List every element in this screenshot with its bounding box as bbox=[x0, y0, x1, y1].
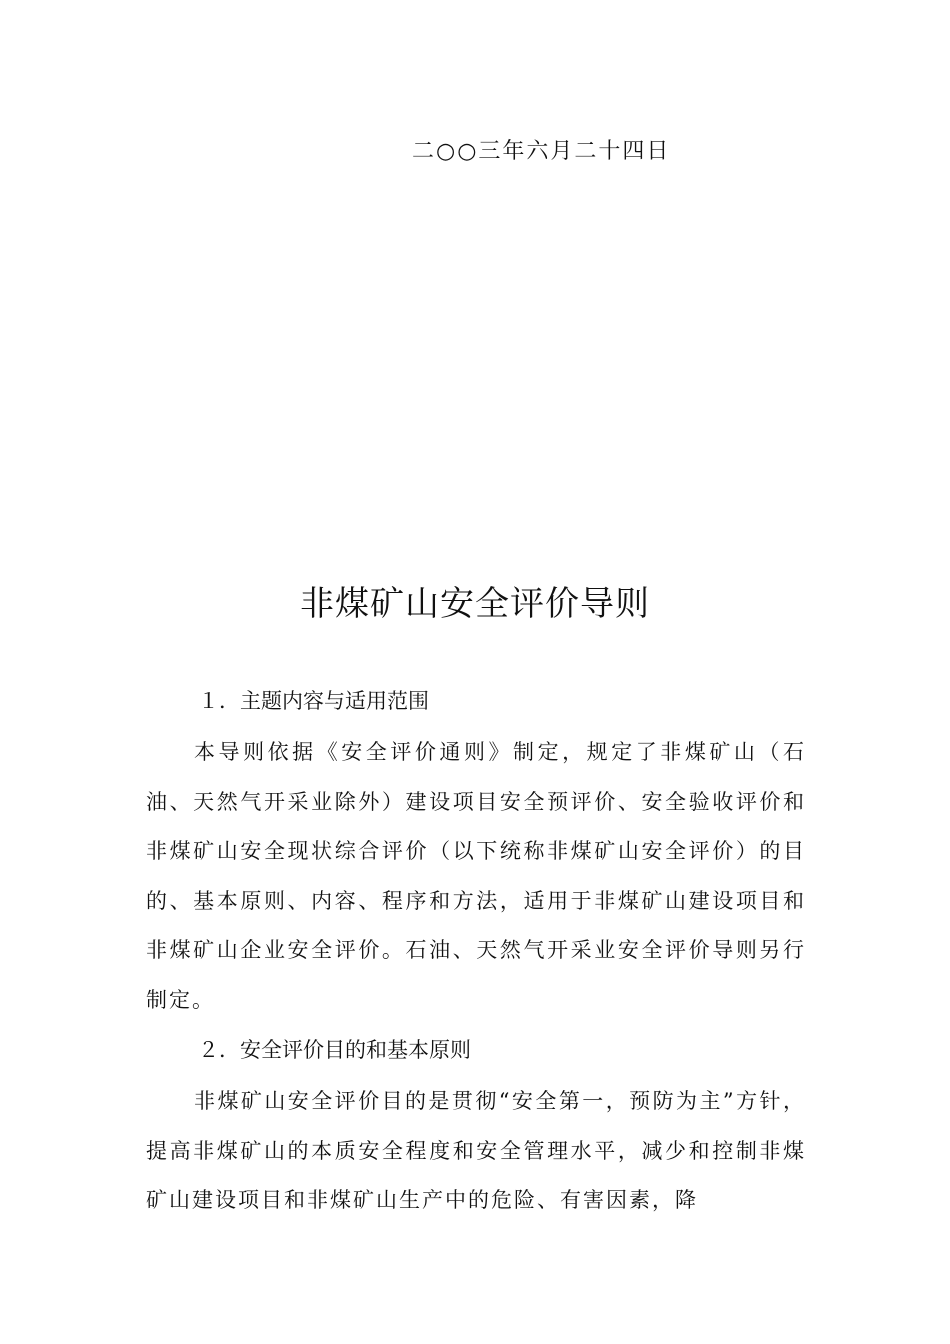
section-heading-2: ２．安全评价目的和基本原则 bbox=[198, 1038, 471, 1062]
section-paragraph-1: 本导则依据《安全评价通则》制定，规定了非煤矿山（石油、天然气开采业除外）建设项目安全预评价、安全验收评价和非煤矿山安全现状综合评价（以下统称非煤矿山安全评价）的目的、基本原则、内容、程序和方法，适用于非煤矿山建设项目和非煤矿山企业安全评价。石油、天然气开采业安全评价导则另行制定。 bbox=[146, 740, 806, 1012]
section-heading-1: １．主题内容与适用范围 bbox=[198, 689, 429, 713]
document-title: 非煤矿山安全评价导则 bbox=[300, 584, 650, 624]
section-paragraph-2: 非煤矿山安全评价目的是贯彻“安全第一，预防为主”方针，提高非煤矿山的本质安全程度和安全管理水平，减少和控制非煤矿山建设项目和非煤矿山生产中的危险、有害因素，降 bbox=[146, 1089, 806, 1213]
document-date: 二○○三年六月二十四日 bbox=[412, 139, 671, 164]
